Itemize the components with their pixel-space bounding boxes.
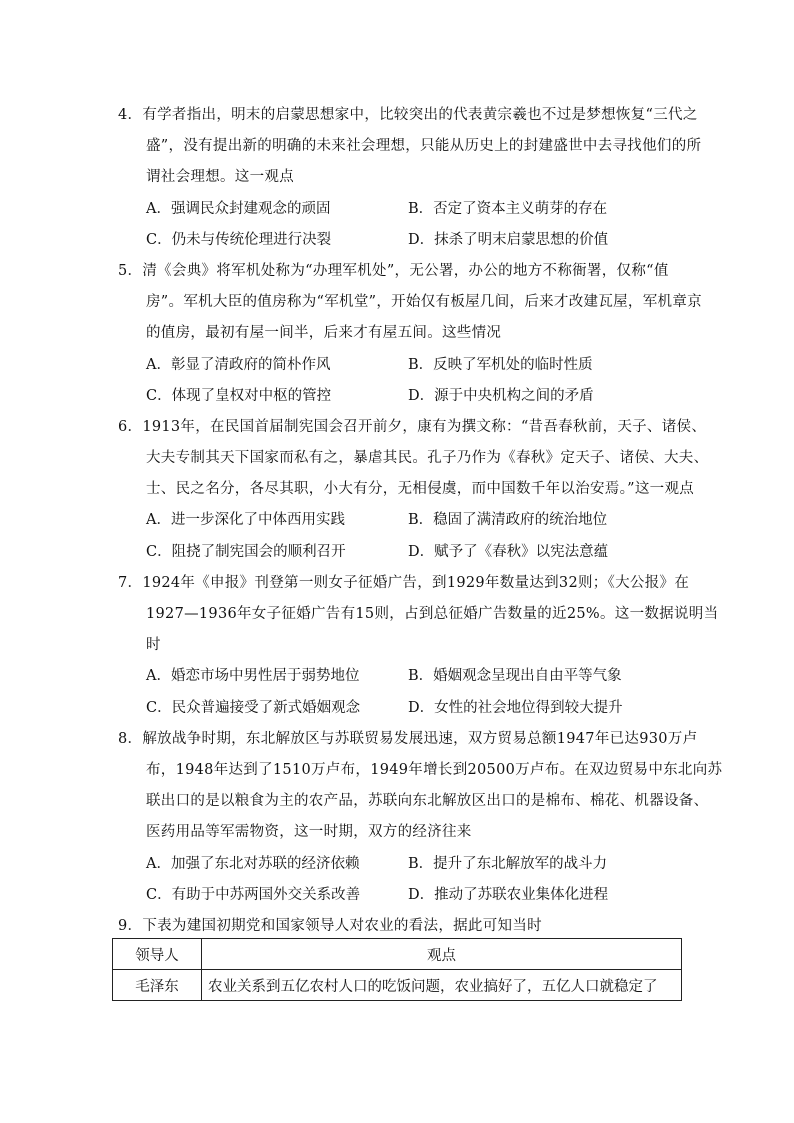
question-5-option-c: C．体现了皇权对中枢的管控 (146, 387, 332, 404)
question-5-line-1: 5．清《会典》将军机处称为“办理军机处”，无公署，办公的地方不称衙署，仅称“值 (118, 262, 669, 279)
table-cell-view: 农业关系到五亿农村人口的吃饭问题，农业搞好了，五亿人口就稳定了 (202, 970, 682, 1001)
question-4 (118, 100, 702, 256)
question-8-options-row-2 (118, 880, 678, 911)
question-5-option-b: B．反映了军机处的临时性质 (408, 356, 593, 373)
question-4-line-2: 盛”，没有提出新的明确的未来社会理想，只能从历史上的封建盛世中去寻找他们的所 (146, 138, 702, 155)
question-7-option-b: B．婚姻观念呈现出自由平等气象 (408, 668, 622, 685)
question-9-line-1: 9．下表为建国初期党和国家领导人对农业的看法，据此可知当时 (118, 917, 542, 934)
question-7-line-1: 7．1924年《申报》刊登第一则女子征婚广告，到1929年数量达到32则；《大公报》在 (118, 574, 690, 591)
question-5-option-a: A．彰显了清政府的简朴作风 (146, 356, 331, 373)
question-8-option-a: A．加强了东北对苏联的经济依赖 (146, 855, 360, 872)
question-7 (118, 568, 719, 724)
question-8-option-b: B．提升了东北解放军的战斗力 (408, 855, 608, 872)
table-header-row (113, 939, 682, 970)
table-header-view: 观点 (202, 939, 682, 970)
question-8 (118, 724, 723, 911)
question-5-options-row-1 (118, 350, 678, 381)
question-7-option-d: D．女性的社会地位得到较大提升 (408, 699, 623, 716)
table-cell-leader: 毛泽东 (113, 970, 202, 1001)
question-5 (118, 256, 702, 412)
question-7-line-3: 时 (146, 637, 161, 654)
question-7-option-c: C．民众普遍接受了新式婚姻观念 (146, 699, 361, 716)
question-4-option-d: D．抹杀了明末启蒙思想的价值 (408, 231, 609, 248)
question-7-line-2: 1927—1936年女子征婚广告有15则，占到总征婚广告数量的近25%。这一数据说明当 (146, 606, 719, 622)
table-row (113, 970, 682, 1001)
question-6-line-1: 6．1913年，在民国首届制宪国会召开前夕，康有为撰文称：“昔吾春秋前，天子、诸侯、 (118, 418, 707, 435)
question-8-line-1: 8．解放战争时期，东北解放区与苏联贸易发展迅速，双方贸易总额1947年已达930万卢 (118, 730, 698, 747)
question-4-options-row-1 (118, 194, 678, 225)
question-6-options-row-1 (118, 505, 678, 536)
question-5-options-row-2 (118, 381, 678, 412)
question-6 (118, 412, 709, 568)
question-6-option-a: A．进一步深化了中体西用实践 (146, 512, 345, 529)
leaders-views-table (112, 938, 682, 1001)
question-5-line-3: 的值房，最初有屋一间半，后来才有屋五间。这些情况 (146, 325, 502, 342)
question-6-options-row-2 (118, 537, 678, 568)
question-4-option-c: C．仍未与传统伦理进行决裂 (146, 231, 332, 248)
question-4-option-a: A．强调民众封建观念的顽固 (146, 200, 331, 217)
question-6-option-b: B．稳固了满清政府的统治地位 (408, 512, 608, 529)
question-4-line-3: 谓社会理想。这一观点 (146, 169, 294, 186)
question-8-line-4: 医药用品等军需物资，这一时期，双方的经济往来 (146, 824, 472, 841)
question-7-options-row-1 (118, 661, 678, 692)
question-6-option-d: D．赋予了《春秋》以宪法意蕴 (408, 543, 609, 560)
question-4-line-1: 4．有学者指出，明末的启蒙思想家中，比较突出的代表黄宗羲也不过是梦想恢复“三代之 (118, 107, 698, 123)
question-6-option-c: C．阻挠了制宪国会的顺利召开 (146, 543, 346, 560)
question-8-line-2: 布，1948年达到了1510万卢布，1949年增长到20500万卢布。在双边贸易中东北向苏 (146, 761, 723, 778)
question-8-option-d: D．推动了苏联农业集体化进程 (408, 886, 609, 903)
question-6-line-3: 士、民之名分，各尽其职，小大有分，无相侵虞，而中国数千年以治安焉。”这一观点 (146, 481, 695, 498)
question-8-option-c: C．有助于中苏两国外交关系改善 (146, 886, 361, 903)
question-4-option-b: B．否定了资本主义萌芽的存在 (408, 200, 608, 217)
question-7-option-a: A．婚恋市场中男性居于弱势地位 (146, 668, 360, 685)
question-5-line-2: 房”。军机大臣的值房称为“军机堂”，开始仅有板屋几间，后来才改建瓦屋，军机章京 (146, 294, 702, 311)
question-8-options-row-1 (118, 849, 678, 880)
question-5-option-d: D．源于中央机构之间的矛盾 (408, 387, 594, 404)
question-6-line-2: 大夫专制其天下国家而私有之，暴虐其民。孔子乃作为《春秋》定天子、诸侯、大夫、 (146, 450, 709, 467)
table-header-leader: 领导人 (113, 939, 202, 970)
question-7-options-row-2 (118, 693, 678, 724)
question-4-options-row-2 (118, 225, 678, 256)
question-list (118, 100, 723, 942)
question-8-line-3: 联出口的是以粮食为主的农产品，苏联向东北解放区出口的是棉布、棉花、机器设备、 (146, 793, 709, 810)
